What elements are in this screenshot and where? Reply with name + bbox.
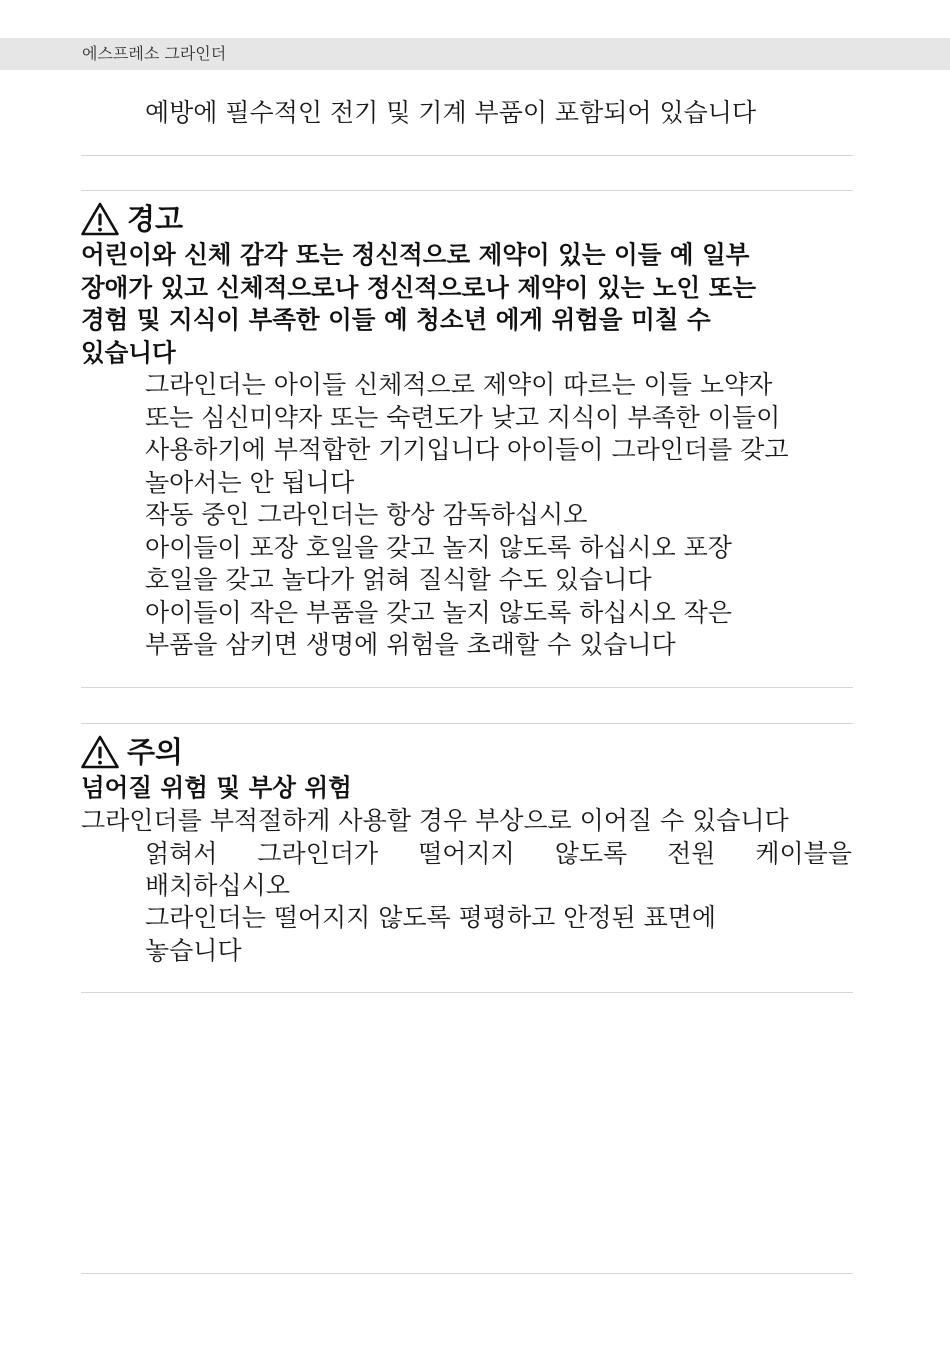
warning-text-line: 작동 중인 그라인더는 항상 감독하십시오 [145, 500, 588, 529]
section-divider [81, 723, 853, 724]
word: 얽혀서 [145, 839, 218, 868]
warning-bold-line: 장애가 있고 신체적으로나 정신적으로나 제약이 있는 노인 또는 [81, 273, 757, 302]
word: 떨어지지 [418, 839, 515, 868]
warning-text-line: 사용하기에 부적합한 기기입니다 아이들이 그라인더를 갖고 [145, 435, 789, 464]
warning-text-line: 부품을 삼키면 생명에 위험을 초래할 수 있습니다 [145, 630, 676, 659]
caution-subtitle: 넘어질 위험 및 부상 위험 [81, 773, 352, 802]
warning-text-line: 아이들이 작은 부품을 갖고 놀지 않도록 하십시오 작은 [145, 598, 732, 627]
warning-title: 경고 [127, 202, 184, 236]
warning-text-line: 또는 심신미약자 또는 숙련도가 낮고 지식이 부족한 이들이 [145, 403, 781, 432]
warning-bold-line: 있습니다 [81, 338, 176, 367]
warning-bold-line: 어린이와 신체 감각 또는 정신적으로 제약이 있는 이들 예 일부 [81, 240, 750, 269]
warning-text-line: 호일을 갖고 놀다가 얽혀 질식할 수도 있습니다 [145, 565, 652, 594]
word: 그라인더가 [257, 839, 379, 868]
caution-text-line: 그라인더는 떨어지지 않도록 평평하고 안정된 표면에 [145, 903, 717, 932]
word: 않도록 [554, 839, 628, 868]
section-divider [81, 190, 853, 191]
caution-text-line: 놓습니다 [145, 936, 242, 965]
caution-heading [81, 733, 183, 771]
caution-justified-line [145, 838, 852, 871]
document-header-title: 에스프레소 그라인더 [82, 44, 227, 63]
intro-text: 예방에 필수적인 전기 및 기계 부품이 포함되어 있습니다 [145, 98, 757, 127]
word: 케이블을 [755, 839, 852, 868]
section-divider [81, 155, 853, 156]
footer-divider [81, 1273, 853, 1274]
warning-heading [81, 200, 183, 238]
warning-triangle-icon [81, 202, 119, 236]
word: 전원 [667, 839, 716, 868]
warning-bold-line: 경험 및 지식이 부족한 이들 예 청소년 에게 위험을 미칠 수 [81, 305, 711, 334]
caution-text-line: 배치하십시오 [145, 871, 290, 900]
warning-text-line: 아이들이 포장 호일을 갖고 놀지 않도록 하십시오 포장 [145, 533, 732, 562]
caution-statement: 그라인더를 부적절하게 사용할 경우 부상으로 이어질 수 있습니다 [81, 806, 789, 835]
warning-text-line: 놀아서는 안 됩니다 [145, 468, 355, 497]
section-divider [81, 992, 853, 993]
section-divider [81, 687, 853, 688]
caution-title: 주의 [127, 735, 184, 769]
warning-triangle-icon [81, 735, 119, 769]
warning-text-line: 그라인더는 아이들 신체적으로 제약이 따르는 이들 노약자 [145, 370, 773, 399]
